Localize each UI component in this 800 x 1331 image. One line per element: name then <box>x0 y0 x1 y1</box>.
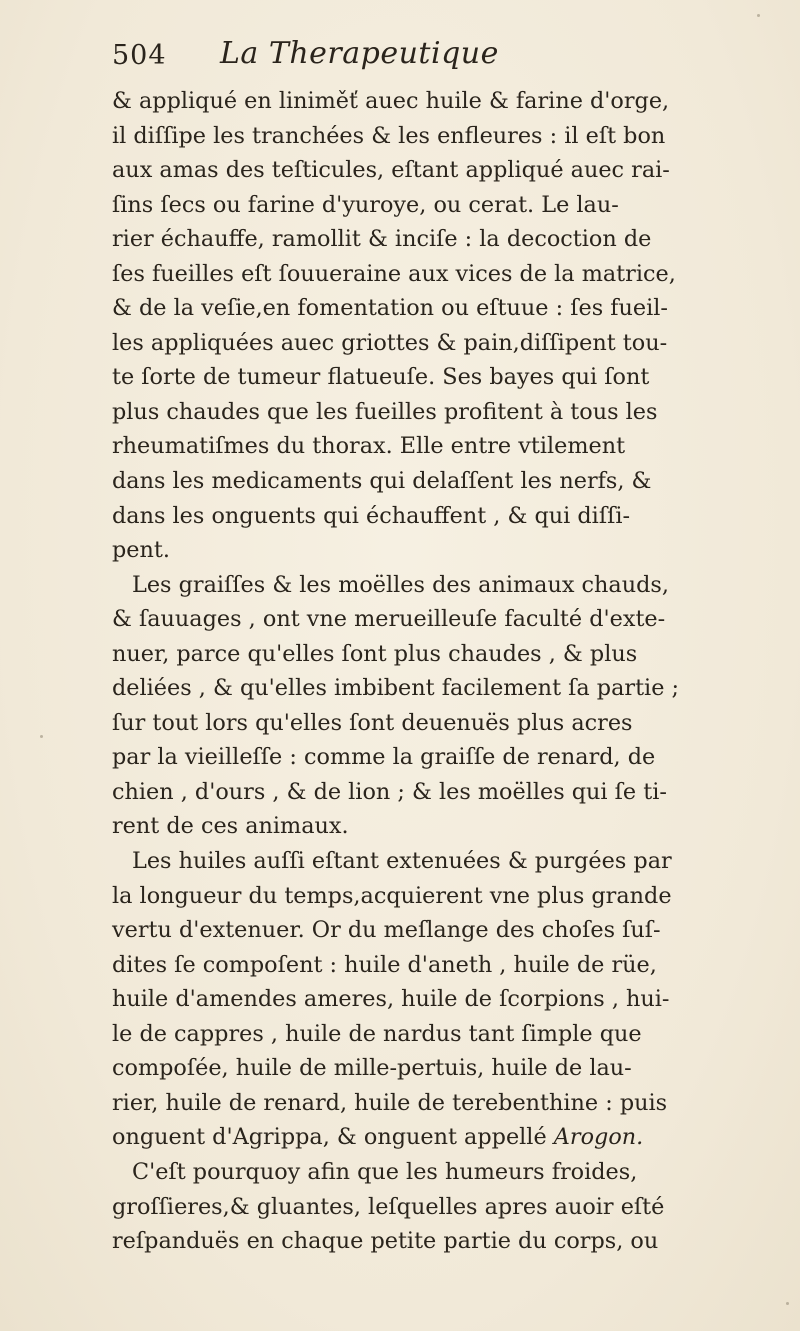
page-header <box>112 36 752 82</box>
text-line <box>112 1120 792 1155</box>
text-line-content: & appliqué en liniměť auec huile & farine d'orge, <box>112 88 670 114</box>
text-line <box>112 291 792 326</box>
text-line-content: Les graiſſes & les moëlles des animaux chauds, <box>132 571 669 598</box>
text-line <box>112 395 792 430</box>
text-line-content: & ſauuages , ont vne merueilleuſe faculté d'exte- <box>112 606 666 633</box>
text-line <box>112 879 792 914</box>
text-line <box>112 706 792 741</box>
text-line <box>112 1017 792 1052</box>
text-line <box>112 499 792 534</box>
text-line-content: plus chaudes que les fueilles profitent à tous les <box>112 398 658 425</box>
text-line <box>112 326 792 361</box>
text-line-content: ſins ſecs ou farine d'yuroye, ou cerat. Le lau- <box>112 191 619 218</box>
text-line <box>112 602 792 637</box>
text-line-content: nuer, parce qu'elles ſont plus chaudes , & plus <box>112 640 638 667</box>
text-line <box>112 844 792 879</box>
text-line-content: chien , d'ours , & de lion ; & les moëlles qui ſe ti- <box>112 778 667 805</box>
paper-speck <box>757 14 760 17</box>
italic-term: Arogon. <box>553 1124 644 1151</box>
text-line-content: il diſſipe les tranchées & les enfleures : il eſt bon <box>112 122 666 149</box>
text-line-content: reſpanduës en chaque petite partie du corps, ou <box>112 1228 659 1255</box>
text-line-content: le de cappres , huile de nardus tant ſimple que <box>112 1020 642 1047</box>
text-line <box>112 948 792 983</box>
text-line <box>112 429 792 464</box>
text-line-content: rier échauffe, ramollit & inciſe : la decoction de <box>112 226 652 253</box>
text-line-content: les appliquées auec griottes & pain,diſſipent tou- <box>112 329 668 356</box>
text-line-content: & de la veſie,en fomentation ou eſtuue : ſes fueil- <box>112 295 668 322</box>
text-line-content: ſes fueilles eſt ſouueraine aux vices de la matrice, <box>112 260 676 287</box>
page-number: 504 <box>112 40 167 71</box>
text-line <box>112 222 792 257</box>
text-line <box>112 257 792 292</box>
paper-speck <box>786 1302 789 1305</box>
text-line <box>112 775 792 810</box>
text-line <box>112 84 792 119</box>
text-line <box>112 1190 792 1225</box>
text-line-content: dites ſe compoſent : huile d'aneth , huile de rüe, <box>112 951 657 978</box>
running-title: La Therapeutique <box>220 36 499 71</box>
text-line <box>112 119 792 154</box>
text-line-content: onguent d'Agrippa, & onguent appellé <box>112 1124 547 1151</box>
text-line <box>112 464 792 499</box>
text-line <box>112 740 792 775</box>
text-line <box>112 809 792 844</box>
text-line-content: par la vieilleſſe : comme la graiſſe de renard, de <box>112 744 656 771</box>
text-line-content: rheumatiſmes du thorax. Elle entre vtilement <box>112 433 626 460</box>
text-line-content: deliées , & qu'elles imbibent facilement ſa partie ; <box>112 675 680 702</box>
text-line-content: pent. <box>112 537 170 564</box>
text-line-content: huile d'amendes ameres, huile de ſcorpions , hui- <box>112 986 670 1013</box>
text-line-content: vertu d'extenuer. Or du meſlange des choſes ſuſ- <box>112 917 661 944</box>
text-line-content: la longueur du temps,acquierent vne plus grande <box>112 882 672 909</box>
text-line <box>112 188 792 223</box>
text-line-content: C'eſt pourquoy afin que les humeurs froides, <box>132 1158 638 1185</box>
body-text <box>112 84 792 1259</box>
text-line-content: dans les medicaments qui delaſſent les nerfs, & <box>112 468 652 495</box>
text-line <box>112 1086 792 1121</box>
text-line-content: rier, huile de renard, huile de terebenthine : puis <box>112 1089 668 1116</box>
text-line <box>112 360 792 395</box>
text-line <box>112 982 792 1017</box>
text-line <box>112 913 792 948</box>
text-line-content: rent de ces animaux. <box>112 813 349 840</box>
text-line <box>112 533 792 568</box>
text-line-content: dans les onguents qui échauffent , & qui diſſi- <box>112 502 631 529</box>
text-line <box>112 1155 792 1190</box>
text-line <box>112 153 792 188</box>
text-line <box>112 671 792 706</box>
text-line-content: aux amas des teſticules, eſtant appliqué auec rai- <box>112 157 670 184</box>
text-line-content: compoſée, huile de mille-pertuis, huile de lau- <box>112 1055 632 1082</box>
text-line <box>112 568 792 603</box>
text-line <box>112 1051 792 1086</box>
text-line <box>112 637 792 672</box>
text-line-content: Les huiles auſſi eſtant extenuées & purgées par <box>132 848 672 875</box>
text-line-content: te ſorte de tumeur flatueuſe. Ses bayes qui ſont <box>112 364 650 391</box>
paper-speck <box>40 735 43 738</box>
text-line-content: ſur tout lors qu'elles ſont deuenuës plus acres <box>112 709 633 736</box>
text-line <box>112 1224 792 1259</box>
text-line-content: groſſieres,& gluantes, leſquelles apres auoir eſté <box>112 1193 665 1220</box>
